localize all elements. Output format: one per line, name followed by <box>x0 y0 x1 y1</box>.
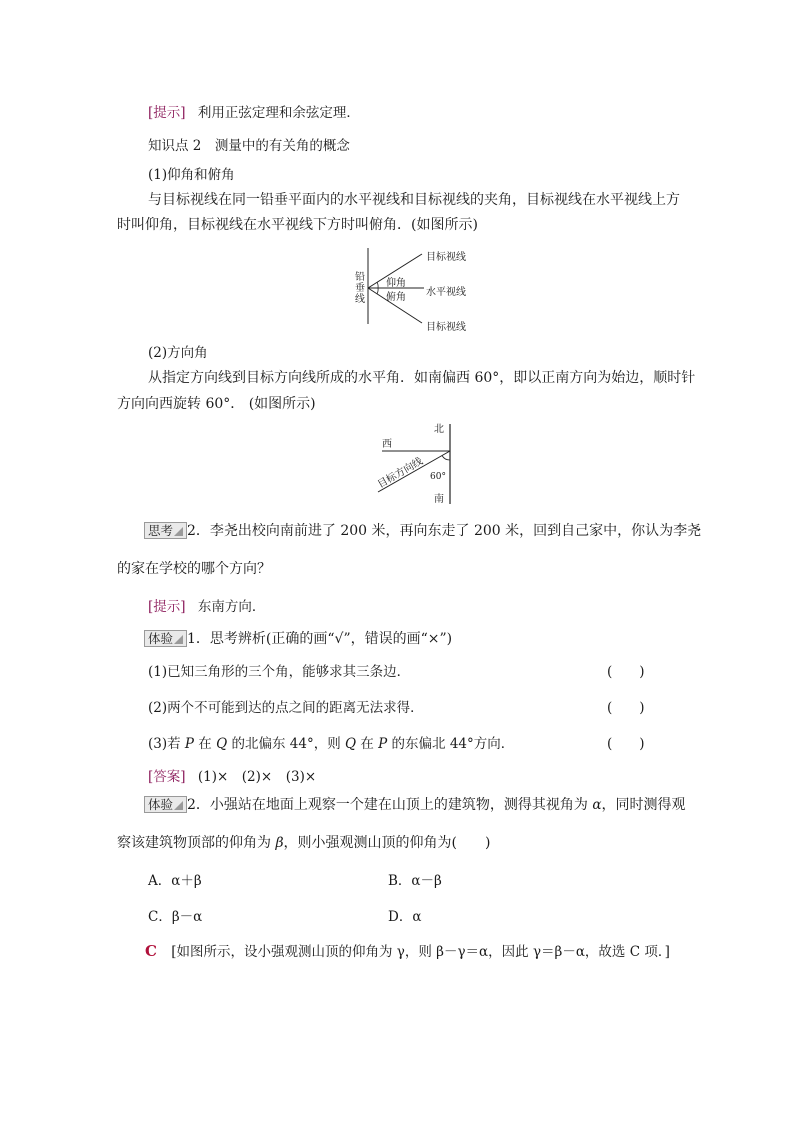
paragraph-1-line-1: 与目标视线在同一铅垂平面内的水平视线和目标视线的夹角，目标视线在水平视线上方 <box>148 192 680 208</box>
fig1-bottom-label: 目标视线 <box>426 322 466 333</box>
paragraph-2-line-1: 从指定方向线到目标方向线所成的水平角．如南偏西 60°，即以正南方向为始边，顺时针 <box>148 370 696 386</box>
option-a: A．α＋β <box>148 873 202 889</box>
option-d: D．α <box>388 909 422 925</box>
think-tag: 思考 <box>144 522 187 539</box>
judge-paren-3: ( ) <box>607 736 645 752</box>
elevation-arc <box>377 282 378 288</box>
option-c: C．β－α <box>148 909 203 925</box>
solution-text: [如图所示，设小强观测山顶的仰角为 γ，则 β－γ＝α，因此 γ＝β－α，故选 C 项．] <box>171 944 670 960</box>
vertical-label-1: 铅 <box>355 272 365 283</box>
think-line-2: 的家在学校的哪个方向？ <box>117 561 271 577</box>
depression-label: 俯角 <box>386 292 406 303</box>
hint-tag-2: [提示] <box>148 599 186 615</box>
experience-2-line-2: 察该建筑物顶部的仰角为 β，则小强观测山顶的仰角为( ) <box>117 835 491 851</box>
depression-arc <box>377 288 378 294</box>
fig1-top-label: 目标视线 <box>426 252 466 263</box>
corner-triangle-icon <box>174 635 183 644</box>
subheading-direction: (2)方向角 <box>148 345 208 361</box>
elevation-label: 仰角 <box>386 278 406 289</box>
west-label: 西 <box>382 439 392 450</box>
north-label: 北 <box>434 424 444 435</box>
experience-tag-2: 体验 <box>144 796 187 813</box>
angle-arc <box>442 456 450 461</box>
hint-line-2 <box>148 595 265 615</box>
judge-item-2: (2)两个不可能到达的点之间的距离无法求得． <box>148 700 424 716</box>
answer-letter: C <box>145 942 157 960</box>
fig1-mid-label: 水平视线 <box>426 287 466 298</box>
experience-1-title <box>144 628 452 648</box>
judge-paren-2: ( ) <box>607 700 645 716</box>
paragraph-1-line-2: 时叫仰角，目标视线在水平视线下方时叫俯角．(如图所示) <box>117 217 478 233</box>
corner-triangle-icon <box>174 801 183 810</box>
corner-triangle-icon <box>174 527 183 536</box>
hint-text: 利用正弦定理和余弦定理． <box>197 105 360 121</box>
solution-line <box>145 940 670 960</box>
experience-2-line-1: 体验 2．小强站在地面上观察一个建在山顶上的建筑物，测得其视角为 α，同时测得观 <box>144 794 686 814</box>
angle-label: 60° <box>430 472 446 482</box>
south-label: 南 <box>434 494 444 505</box>
hint-line-1 <box>148 101 360 121</box>
judge-item-1: (1)已知三角形的三个角，能够求其三条边． <box>148 664 411 680</box>
option-b: B．α－β <box>388 873 442 889</box>
answer-tag: [答案] <box>148 769 186 785</box>
knowledge-title: 知识点 2 测量中的有关角的概念 <box>148 138 350 154</box>
hint-text-2: 东南方向． <box>197 599 266 615</box>
answer-text: (1)× (2)× (3)× <box>197 769 317 785</box>
subheading-elevation: (1)仰角和俯角 <box>148 167 235 183</box>
think-text-1: 2．李尧出校向南前进了 200 米，再向东走了 200 米，回到自己家中，你认为李尧 <box>187 523 702 539</box>
think-line-1 <box>144 520 701 540</box>
paragraph-2-line-2: 方向向西旋转 60°． (如图所示) <box>117 396 316 412</box>
experience-1-text: 1．思考辨析(正确的画“√”，错误的画“×”) <box>187 631 453 647</box>
answer-line <box>148 765 316 785</box>
judge-paren-1: ( ) <box>607 664 645 680</box>
vertical-label-3: 线 <box>355 294 365 305</box>
vertical-label-2: 垂 <box>355 283 365 294</box>
judge-item-3: (3)若 P 在 Q 的北偏东 44°，则 Q 在 P 的东偏北 44°方向． <box>148 736 515 752</box>
experience-tag-1: 体验 <box>144 630 187 647</box>
target-direction-label: 目标方向线 <box>376 456 425 491</box>
hint-tag: [提示] <box>148 105 186 121</box>
direction-angle-figure <box>368 420 468 508</box>
